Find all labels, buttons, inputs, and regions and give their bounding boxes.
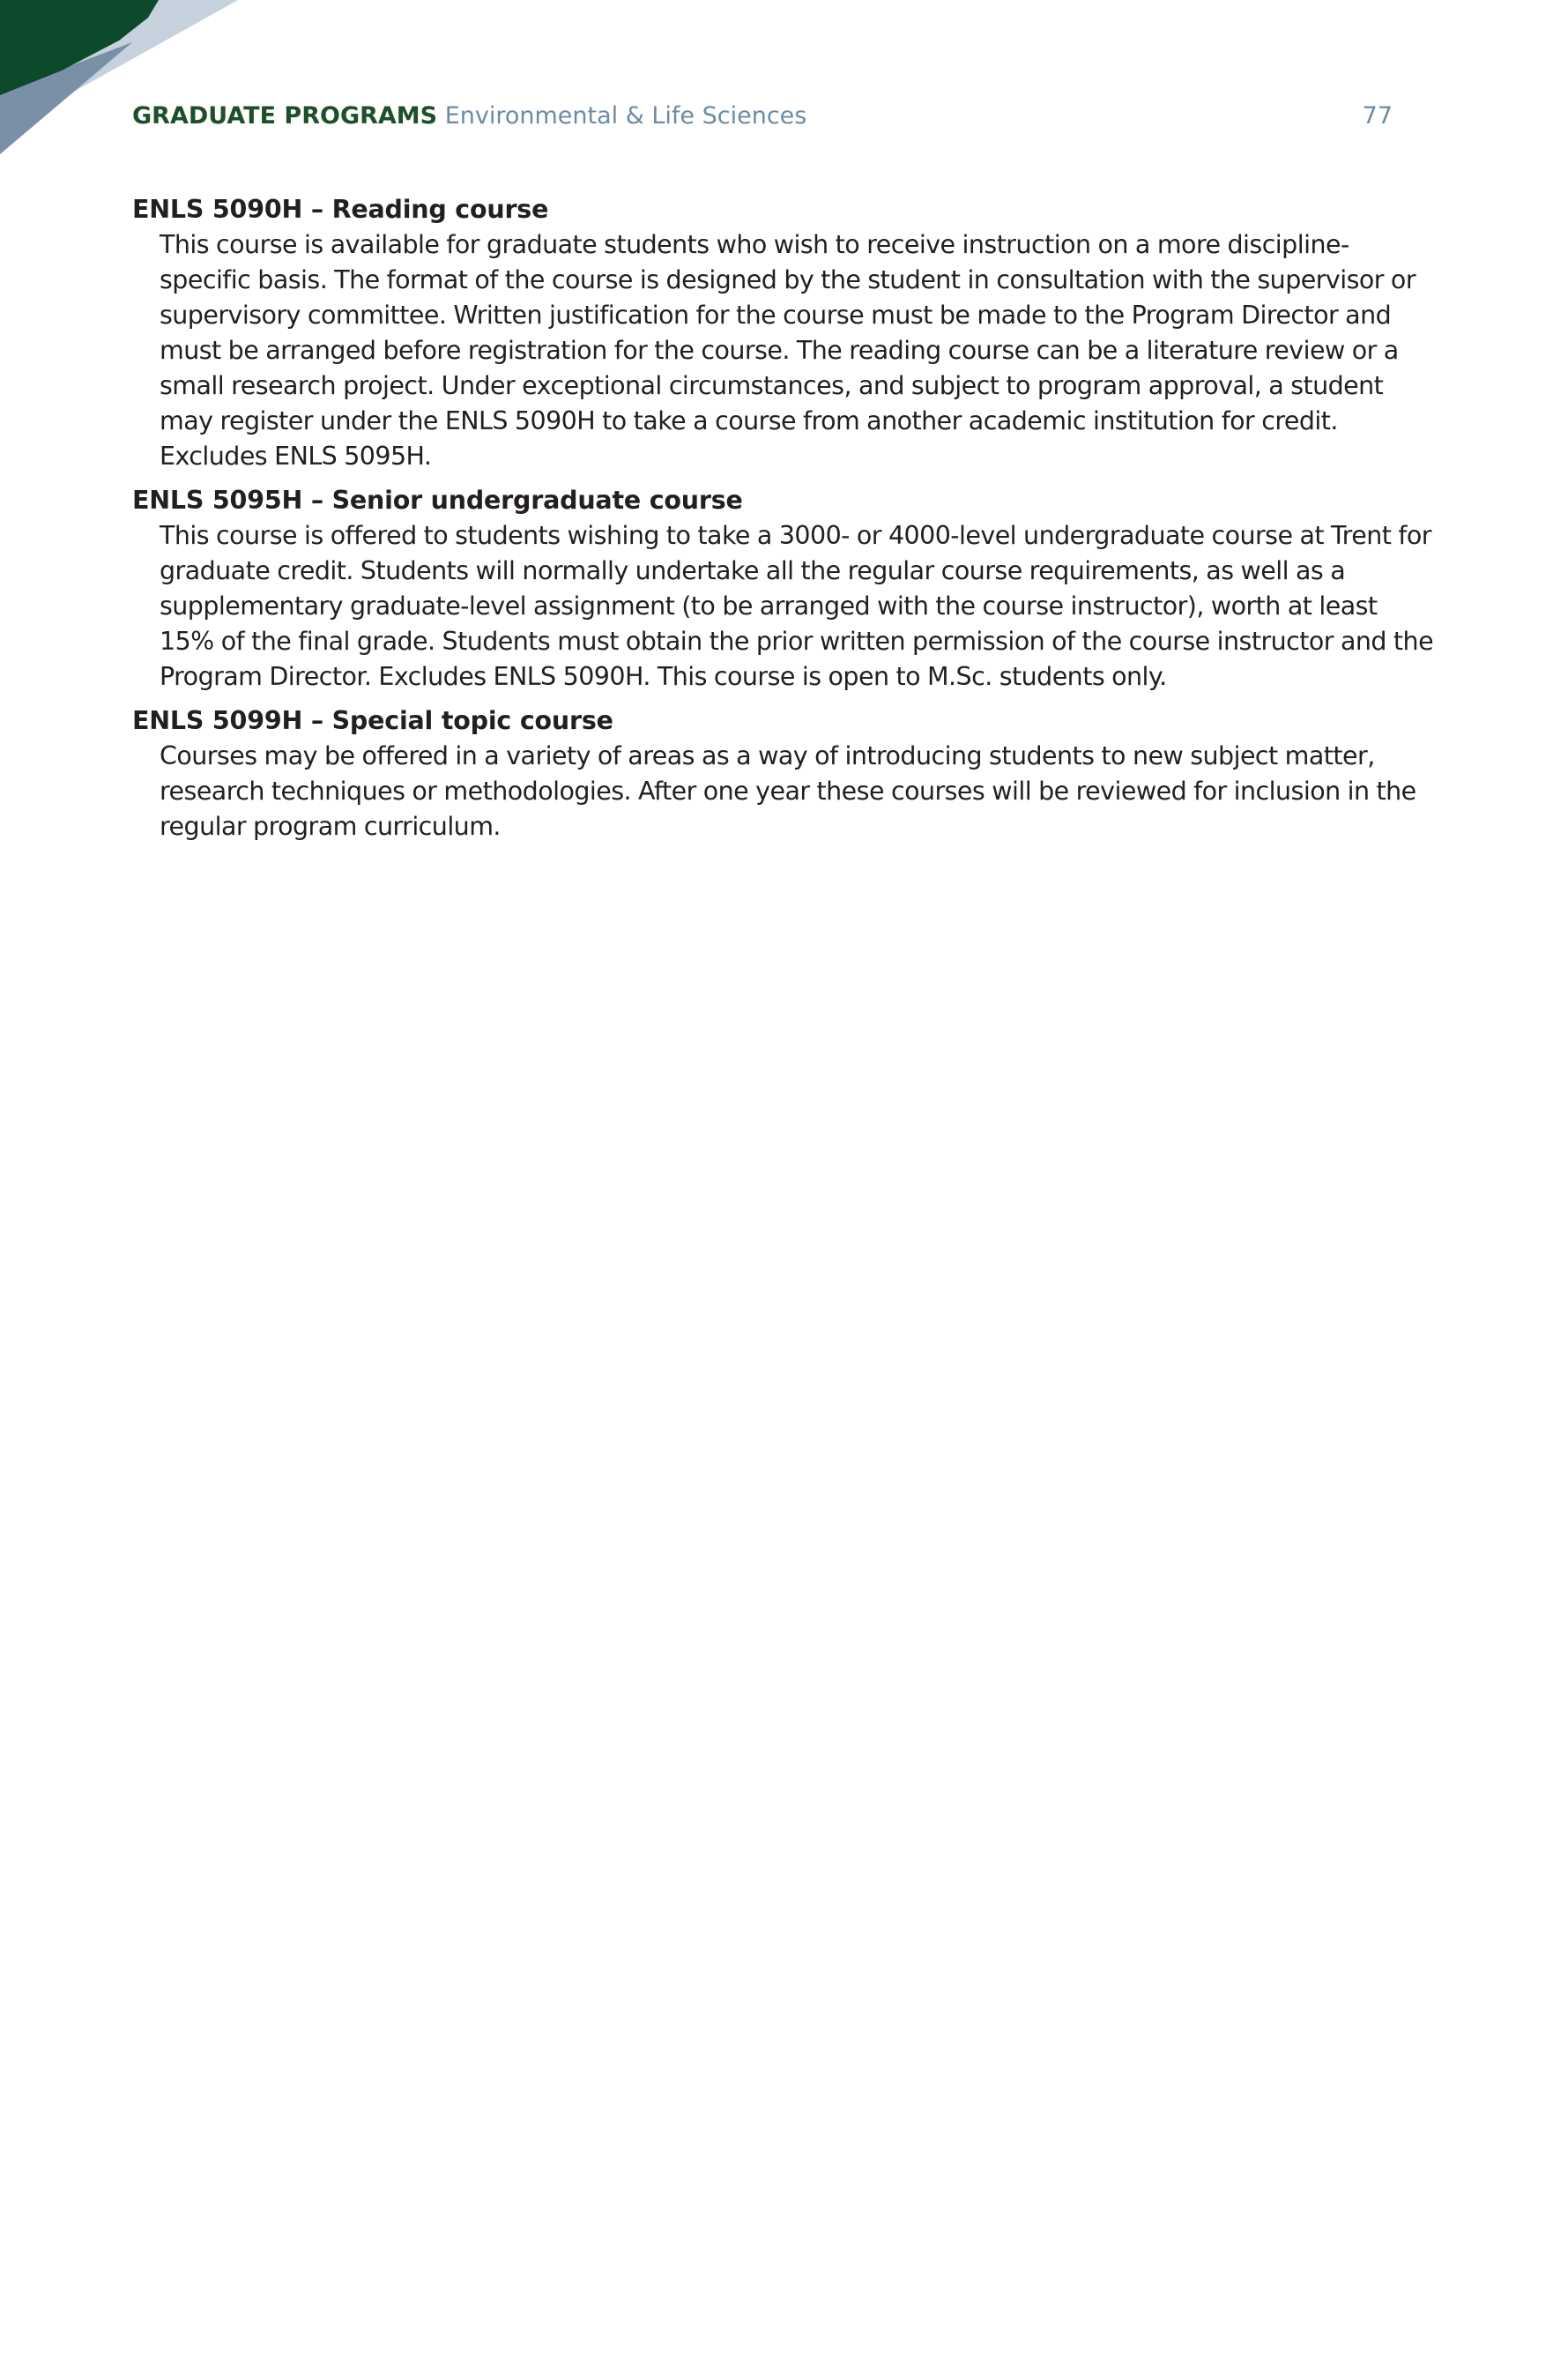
course-description: This course is available for graduate students who wish to receive instruction on a more discipline-specific basis. The format of the course is designed by the student in consultation with the supervisor or supervisory committee. Written justification for the course must be made to the Program Director and must be arranged before registration for the course. The reading course can be a literature review or a small research project. Under exceptional circumstances, and subject to program approval, a student may register under the ENLS 5090H to take a course from another academic institution for credit. Excludes ENLS 5095H.: [160, 230, 1416, 471]
header-section-label: GRADUATE PROGRAMS: [132, 102, 438, 130]
course-entry-5095h: [132, 483, 1437, 695]
corner-decoration-graphic: [0, 0, 264, 167]
course-title: ENLS 5095H – Senior undergraduate course: [132, 486, 743, 515]
course-entry-5099h: [132, 703, 1437, 844]
running-header: [132, 99, 1393, 134]
course-title: ENLS 5090H – Reading course: [132, 195, 549, 224]
course-entry-5090h: [132, 192, 1437, 474]
course-description: Courses may be offered in a variety of areas as a way of introducing students to new subject matter, research techniques or methodologies. After one year these courses will be reviewed for inclusion in the regular program curriculum.: [160, 741, 1416, 841]
course-description: This course is offered to students wishing to take a 3000- or 4000-level undergraduate course at Trent for graduate credit. Students will normally undertake all the regular course requirements, as well as a supplementary graduate-level assignment (to be arranged with the course instructor), worth at least 15% of the final grade. Students must obtain the prior written permission of the course instructor and the Program Director. Excludes ENLS 5090H. This course is open to M.Sc. students only.: [160, 521, 1434, 691]
course-list: [132, 192, 1437, 853]
page-number: 77: [1362, 102, 1393, 130]
header-subject-label: Environmental & Life Sciences: [444, 102, 807, 130]
course-title: ENLS 5099H – Special topic course: [132, 706, 613, 735]
